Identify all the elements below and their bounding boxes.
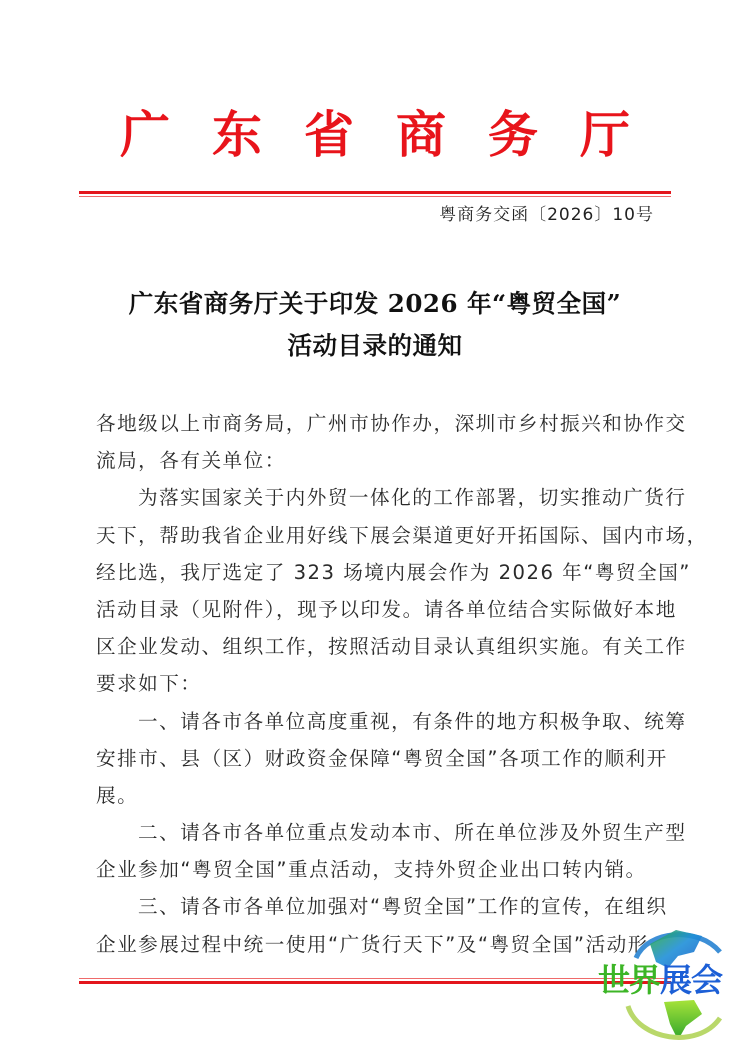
- body-line: 安排市、县（区）财政资金保障“粤贸全国”各项工作的顺利开: [96, 746, 668, 770]
- body-line: 流局，各有关单位：: [96, 449, 286, 473]
- body-line: 各地级以上市商务局，广州市协作办，深圳市乡村振兴和协作交: [96, 412, 687, 435]
- body-line: 一、请各市各单位高度重视，有条件的地方积极争取、统筹: [138, 709, 687, 733]
- document-number: 粤商务交函〔2026〕10号: [439, 205, 654, 225]
- body-line: 要求如下：: [96, 672, 202, 696]
- body-line: 二、请各市各单位重点发动本市、所在单位涉及外贸生产型: [138, 821, 687, 845]
- body-line: 企业参展过程中统一使用“广货行天下”及“粤贸全国”活动形: [96, 932, 649, 956]
- letterhead-char: 务: [488, 105, 538, 164]
- header-divider-thin: [79, 196, 671, 197]
- body-line: 区企业发动、组织工作，按照活动目录认真组织实施。有关工作: [96, 635, 687, 659]
- body-line: 经比选，我厅选定了 323 场境内展会作为 2026 年“粤贸全国”: [96, 560, 691, 584]
- body-line: 天下，帮助我省企业用好线下展会渠道更好开拓国际、国内市场，: [96, 523, 708, 547]
- body-line: 企业参加“粤贸全国”重点活动，支持外贸企业出口转内销。: [96, 858, 647, 882]
- watermark-logo: [598, 922, 748, 1054]
- letterhead-char: 东: [212, 105, 262, 164]
- document-title: [60, 283, 690, 367]
- footer-divider-thick: [79, 981, 671, 984]
- title-line-1: 广东省商务厅关于印发 2026 年“粤贸全国”: [128, 289, 622, 318]
- letterhead-char: 厅: [580, 105, 630, 164]
- document-body: [96, 405, 708, 963]
- body-line: 展。: [96, 783, 139, 807]
- title-line-2: 活动目录的通知: [287, 331, 463, 360]
- watermark-text: 世界展会: [598, 961, 723, 999]
- letterhead: [80, 98, 670, 172]
- letterhead-char: 省: [304, 105, 354, 164]
- letterhead-char: 广: [120, 105, 170, 164]
- letterhead-char: 商: [396, 105, 446, 164]
- body-line: 为落实国家关于内外贸一体化的工作部署，切实推动广货行: [138, 486, 687, 510]
- header-divider-thick: [79, 191, 671, 194]
- footer-divider-thin: [79, 978, 671, 979]
- body-line: 活动目录（见附件），现予以印发。请各单位结合实际做好本地: [96, 597, 677, 621]
- body-line: 三、请各市各单位加强对“粤贸全国”工作的宣传，在组织: [138, 895, 668, 919]
